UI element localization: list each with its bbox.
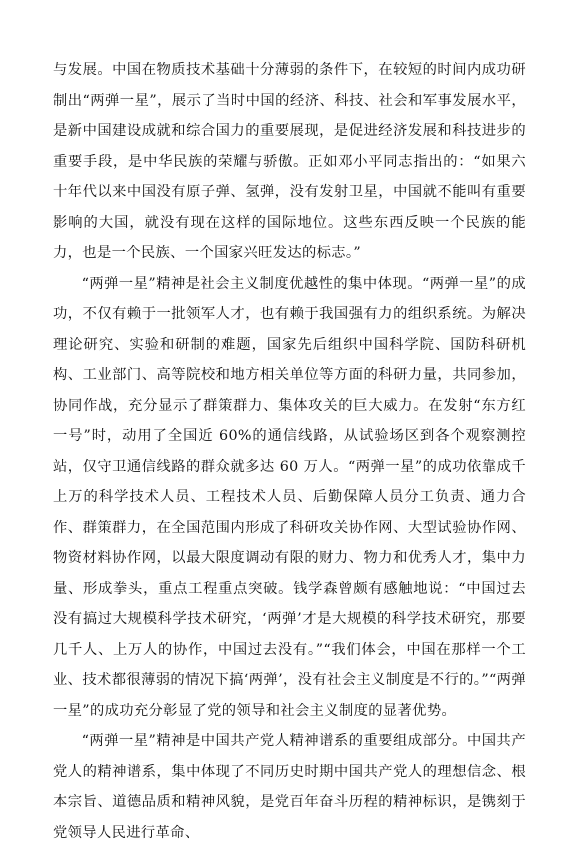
- paragraph-3: “两弹一星”精神是中国共产党人精神谱系的重要组成部分。中国共产党人的精神谱系，集中体现了不同历史时期中国共产党人的理想信念、根本宗旨、道德品质和精神风貌，是党百年奋斗历程的精神标识，是镌刻于党领导人民进行革命、: [53, 733, 526, 841]
- paragraph-1: 与发展。中国在物质技术基础十分薄弱的条件下，在较短的时间内成功研制出“两弹一星”，展示了当时中国的经济、科技、社会和军事发展水平，是新中国建设成就和综合国力的重要展现，是促进经济发展和科技进步的重要手段，是中华民族的荣耀与骄傲。正如邓小平同志指出的：“如果六十年代以来中国没有原子弹、氢弹，没有发射卫星，中国就不能叫有重要影响的大国，就没有现在这样的国际地位。这些东西反映一个民族的能力，也是一个民族、一个国家兴旺发达的标志。”: [53, 62, 526, 261]
- document-page: [53, 55, 526, 848]
- paragraph-2: “两弹一星”精神是社会主义制度优越性的集中体现。“两弹一星”的成功，不仅有赖于一批领军人才，也有赖于我国强有力的组织系统。为解决理论研究、实验和研制的难题，国家先后组织中国科学院、国防科研机构、工业部门、高等院校和地方相关单位等方面的科研力量，共同参加，协同作战，充分显示了群策群力、集体攻关的巨大威力。在发射“东方红一号”时，动用了全国近 60%的通信线路，从试验场区到各个观察测控站，仅守卫通信线路的群众就多达 60 万人。“两弹一星”的成功依靠成千上万的科学技术人员、工程技术人员、后勤保障人员分工负责、通力合作、群策群力，在全国范围内形成了科研攻关协作网、大型试验协作网、物资材料协作网，以最大限度调动有限的财力、物力和优秀人才，集中力量、形成拳头，重点工程重点突破。钱学森曾颇有感触地说：“中国过去没有搞过大规模科学技术研究，‘两弹’才是大规模的科学技术研究，那要几千人、上万人的协作，中国过去没有。”“我们体会，中国在那样一个工业、技术都很薄弱的情况下搞‘两弹’，没有社会主义制度是不行的。”“两弹一星”的成功充分彰显了党的领导和社会主义制度的显著优势。: [53, 275, 526, 719]
